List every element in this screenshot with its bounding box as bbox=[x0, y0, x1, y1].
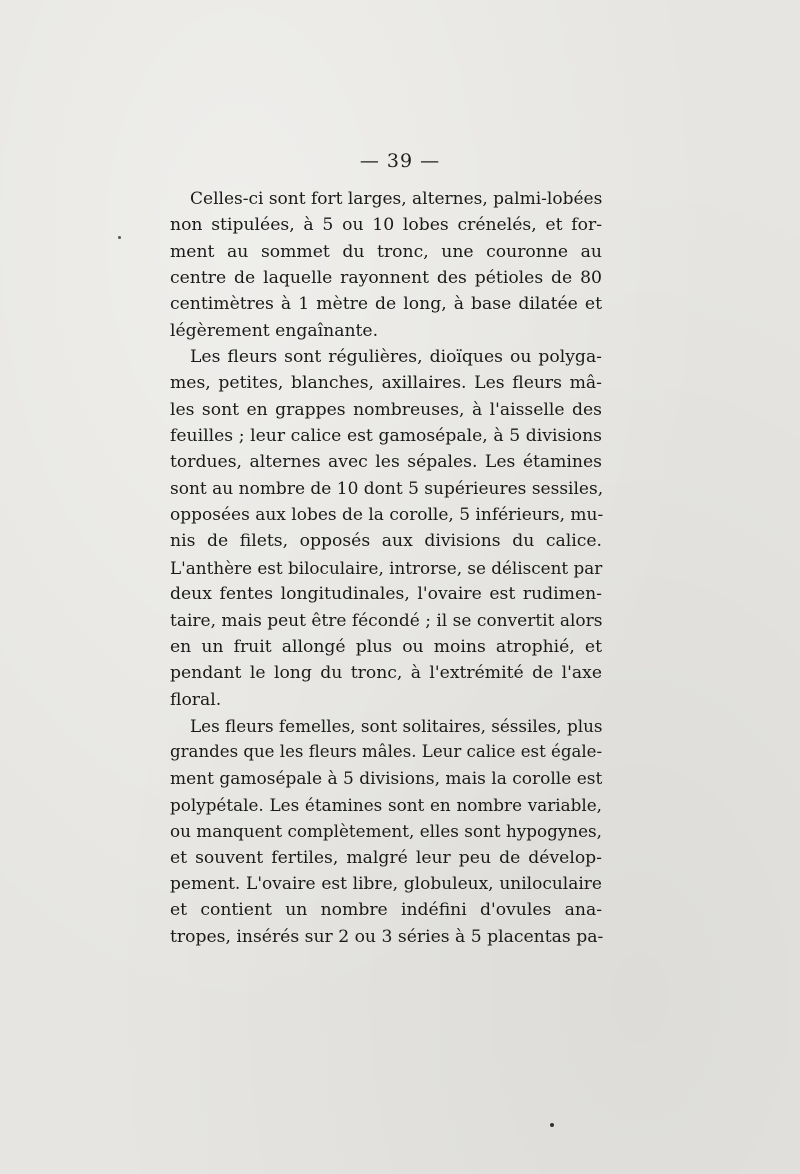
text-line: L'anthère est biloculaire, introrse, se déliscent par bbox=[170, 557, 603, 578]
text-line: les sont en grappes nombreuses, à l'aisselle des bbox=[170, 399, 602, 420]
text-line: en un fruit allongé plus ou moins atrophié, et bbox=[170, 636, 602, 657]
ink-dot bbox=[550, 1123, 554, 1127]
text-line: pement. L'ovaire est libre, globuleux, uniloculaire bbox=[170, 873, 602, 894]
text-line: Les fleurs femelles, sont solitaires, séssiles, plus bbox=[190, 715, 603, 736]
text-line: centre de laquelle rayonnent des pétioles de 80 bbox=[170, 268, 602, 289]
text-line: nis de filets, opposés aux divisions du calice. bbox=[170, 531, 602, 552]
text-line: centimètres à 1 mètre de long, à base dilatée et bbox=[170, 294, 602, 315]
paragraph-2 bbox=[170, 344, 602, 713]
text-line: sont au nombre de 10 dont 5 supérieures sessiles, bbox=[170, 478, 604, 499]
paragraph-3 bbox=[170, 713, 602, 950]
text-line: taire, mais peut être fécondé ; il se convertit alors bbox=[170, 610, 603, 631]
text-line: Celles-ci sont fort larges, alternes, palmi-lobées bbox=[190, 189, 603, 209]
text-line: polypétale. Les étamines sont en nombre variable, bbox=[170, 794, 602, 815]
text-line: tordues, alternes avec les sépales. Les étamines bbox=[170, 452, 602, 473]
text-line: floral. bbox=[170, 689, 222, 710]
text-line: et souvent fertiles, malgré leur peu de dévelop- bbox=[170, 847, 602, 868]
text-line: pendant le long du tronc, à l'extrémité de l'axe bbox=[170, 663, 602, 684]
text-line: ou manquent complètement, elles sont hypogynes, bbox=[170, 821, 602, 842]
text-line: non stipulées, à 5 ou 10 lobes crénelés, et for- bbox=[170, 215, 602, 236]
text-line: Les fleurs sont régulières, dioïques ou polyga- bbox=[190, 347, 602, 368]
text-line: opposées aux lobes de la corolle, 5 inférieurs, mu- bbox=[170, 505, 604, 526]
text-line: feuilles ; leur calice est gamosépale, à 5 divisions bbox=[170, 426, 602, 447]
page-number: — 39 — bbox=[359, 150, 441, 172]
text-line: ment au sommet du tronc, une couronne au bbox=[170, 241, 602, 262]
text-line: ment gamosépale à 5 divisions, mais la corolle est bbox=[170, 768, 603, 789]
ink-speck bbox=[118, 236, 121, 239]
text-line: grandes que les fleurs mâles. Leur calice est égale- bbox=[170, 742, 603, 762]
body-text bbox=[170, 186, 602, 950]
text-line: et contient un nombre indéfini d'ovules ana- bbox=[170, 900, 602, 921]
text-line: mes, petites, blanches, axillaires. Les fleurs mâ- bbox=[170, 373, 602, 394]
paragraph-1 bbox=[170, 186, 602, 344]
text-line: légèrement engaînante. bbox=[170, 320, 379, 341]
text-line: deux fentes longitudinales, l'ovaire est rudimen- bbox=[170, 584, 602, 605]
text-line: tropes, insérés sur 2 ou 3 séries à 5 placentas pa- bbox=[170, 926, 604, 947]
